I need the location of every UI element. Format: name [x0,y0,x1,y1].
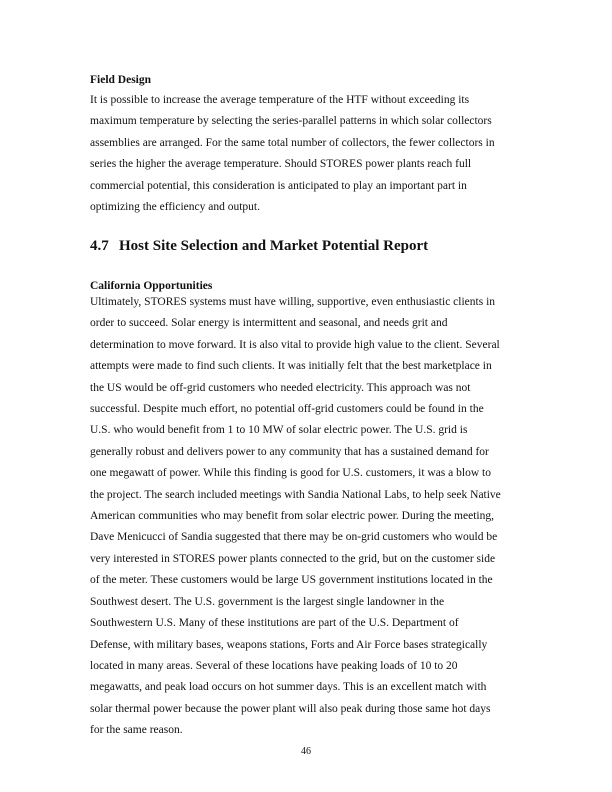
page-number: 46 [301,746,311,757]
section-heading [90,237,530,255]
california-heading: California Opportunities [90,280,213,292]
california-section [90,279,530,742]
california-paragraph: Ultimately, STORES systems must have willing, supportive, even enthusiastic clients in order to succeed. Solar energy is intermittent and seasonal, and needs grit and determination to move forward. It is also vital to provide high value to the client. Several attempts were made to find such clients. It was initially felt that the best marketplace in the US would be off-grid customers who needed electricity. This approach was not successful. Despite much effort, no potential off-grid customers could be found in the U.S. who would benefit from 1 to 10 MW of solar electric power. The U.S. grid is generally robust and delivers power to any community that has a sustained demand for one megawatt of power. While this finding is good for U.S. customers, it was a blow to the project. The search included meetings with Sandia National Labs, to help seek Native American communities who may benefit from solar electric power. During the meeting, Dave Menicucci of Sandia suggested that there may be on-grid customers who would be very interested in STORES power plants connected to the grid, but on the customer side of the meter. These customers would be large US government institutions located in the Southwest desert. The U.S. government is the largest single landowner in the Southwestern U.S. Many of these institutions are part of the U.S. Department of Defense, with military bases, weapons stations, Forts and Air Force bases strategically located in many areas. Several of these locations have peaking loads of 10 to 20 megawatts, and peak load occurs on hot summer days. This is an excellent match with solar thermal power because the power plant will also peak during those same hot days for the same reason. [90,296,501,737]
section-number: 4.7 [90,238,109,254]
field-design-heading: Field Design [90,74,152,86]
field-design-section [90,73,530,218]
section-title: Host Site Selection and Market Potential Report [119,238,429,254]
field-design-paragraph: It is possible to increase the average temperature of the HTF without exceeding its maximum temperature by selecting the series-parallel patterns in which solar collectors assemblies are arranged. For the same total number of collectors, the fewer collectors in series the higher the average temperature. Should STORES power plants reach full commercial potential, this consideration is anticipated to play an important part in optimizing the efficiency and output. [90,94,495,214]
